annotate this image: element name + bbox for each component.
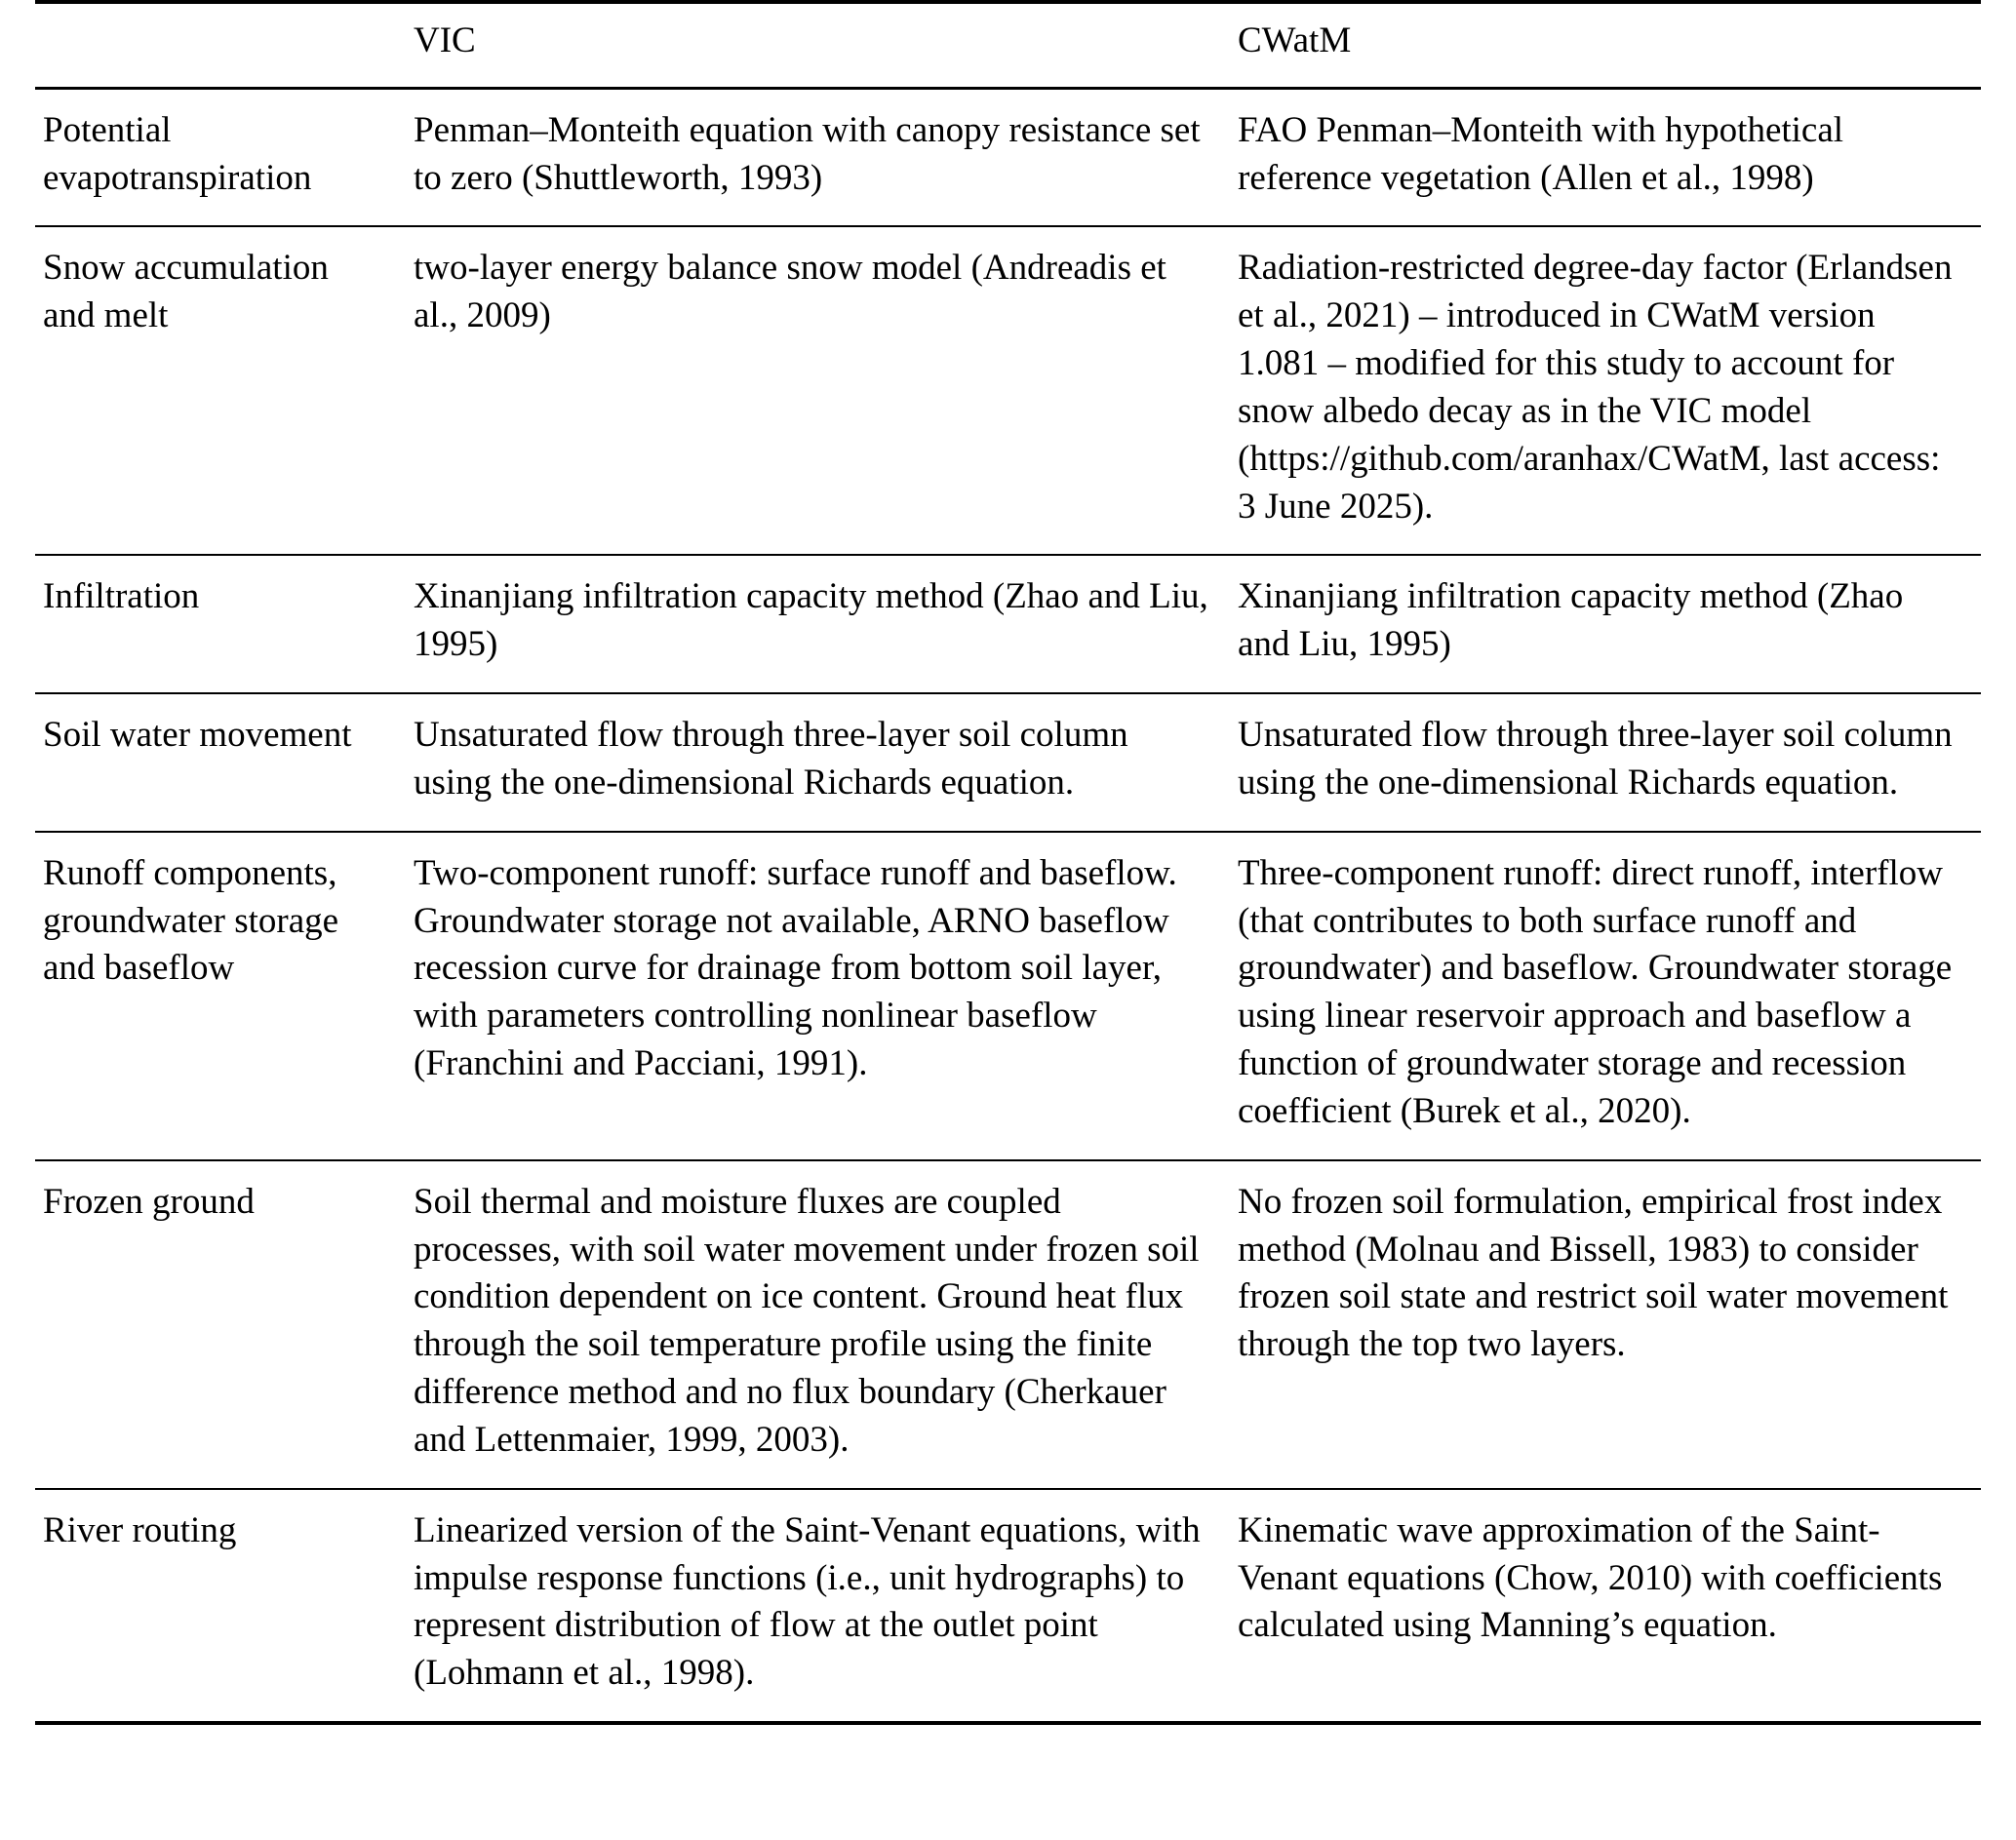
cell-cwatm-text: No frozen soil formulation, empirical frost index method (Molnau and Bissell, 1983) to consider frozen soil state and restrict soil water movement through the top two layers. — [1238, 1181, 1949, 1365]
table-body — [35, 88, 1981, 1723]
row-label-text: River routing — [43, 1509, 237, 1550]
cell-cwatm-text: FAO Penman–Monteith with hypothetical reference vegetation (Allen et al., 1998) — [1238, 109, 1844, 198]
table-row — [35, 555, 1981, 693]
row-label-text: Infiltration — [43, 576, 200, 617]
table-row — [35, 226, 1981, 555]
row-label-text: Runoff components, groundwater storage and baseflow — [43, 852, 339, 989]
row-label — [35, 1489, 406, 1723]
model-comparison-table — [35, 0, 1981, 1725]
cell-cwatm — [1230, 693, 1981, 832]
row-label — [35, 88, 406, 226]
cell-vic — [406, 1160, 1230, 1489]
row-label-text: Potential evapotranspiration — [43, 109, 312, 198]
row-label-text: Frozen ground — [43, 1181, 255, 1222]
cell-vic — [406, 226, 1230, 555]
cell-vic-text: two-layer energy balance snow model (Andreadis et al., 2009) — [414, 248, 1166, 336]
cell-vic — [406, 555, 1230, 693]
cell-cwatm — [1230, 88, 1981, 226]
cell-vic-text: Penman–Monteith equation with canopy resistance set to zero (Shuttleworth, 1993) — [414, 109, 1201, 198]
column-header-vic: VIC — [406, 2, 1230, 88]
cell-cwatm-text: Radiation-restricted degree-day factor (Erlandsen et al., 2021) – introduced in CWatM version 1.081 – modified for this study to account for snow albedo decay as in the VIC model (https://github.com/aranhax/CWatM, last access: 3 June 2025). — [1238, 248, 1953, 527]
column-header-cwatm: CWatM — [1230, 2, 1981, 88]
row-label-text: Snow accumulation and melt — [43, 248, 329, 336]
row-label — [35, 226, 406, 555]
cell-cwatm-text: Kinematic wave approximation of the Saint-Venant equations (Chow, 2010) with coefficients calculated using Manning’s equation. — [1238, 1509, 1943, 1646]
cell-cwatm-text: Xinanjiang infiltration capacity method (Zhao and Liu, 1995) — [1238, 576, 1904, 665]
cell-cwatm — [1230, 555, 1981, 693]
table-header — [35, 2, 1981, 88]
row-label-text: Soil water movement — [43, 715, 352, 756]
table-row — [35, 1489, 1981, 1723]
cell-cwatm — [1230, 1160, 1981, 1489]
cell-vic — [406, 693, 1230, 832]
table-row — [35, 88, 1981, 226]
cell-cwatm — [1230, 832, 1981, 1160]
cell-vic-text: Two-component runoff: surface runoff and baseflow. Groundwater storage not available, ARNO baseflow recession curve for drainage from bottom soil layer, with parameters controlling nonlinear baseflow (Franchini and Pacciani, 1991). — [414, 852, 1177, 1084]
table-row — [35, 832, 1981, 1160]
header-row — [35, 2, 1981, 88]
cell-vic — [406, 1489, 1230, 1723]
cell-vic — [406, 88, 1230, 226]
cell-vic-text: Soil thermal and moisture fluxes are coupled processes, with soil water movement under frozen soil condition dependent on ice content. Ground heat flux through the soil temperature profile using the finite difference method and no flux boundary (Cherkauer and Lettenmaier, 1999, 2003). — [414, 1181, 1200, 1460]
cell-vic-text: Xinanjiang infiltration capacity method (Zhao and Liu, 1995) — [414, 576, 1208, 665]
row-label — [35, 555, 406, 693]
cell-cwatm — [1230, 1489, 1981, 1723]
cell-cwatm-text: Unsaturated flow through three-layer soil column using the one-dimensional Richards equation. — [1238, 715, 1953, 803]
cell-vic — [406, 832, 1230, 1160]
row-label — [35, 693, 406, 832]
table-row — [35, 693, 1981, 832]
table-row — [35, 1160, 1981, 1489]
column-header-process — [35, 2, 406, 88]
row-label — [35, 832, 406, 1160]
cell-cwatm — [1230, 226, 1981, 555]
cell-vic-text: Unsaturated flow through three-layer soil column using the one-dimensional Richards equation. — [414, 715, 1128, 803]
cell-cwatm-text: Three-component runoff: direct runoff, interflow (that contributes to both surface runoff and groundwater) and baseflow. Groundwater storage using linear reservoir approach and baseflow a function of groundwater storage and recession coefficient (Burek et al., 2020). — [1238, 852, 1953, 1131]
cell-vic-text: Linearized version of the Saint-Venant equations, with impulse response functions (i.e., unit hydrographs) to represent distribution of flow at the outlet point (Lohmann et al., 1998). — [414, 1509, 1201, 1694]
row-label — [35, 1160, 406, 1489]
